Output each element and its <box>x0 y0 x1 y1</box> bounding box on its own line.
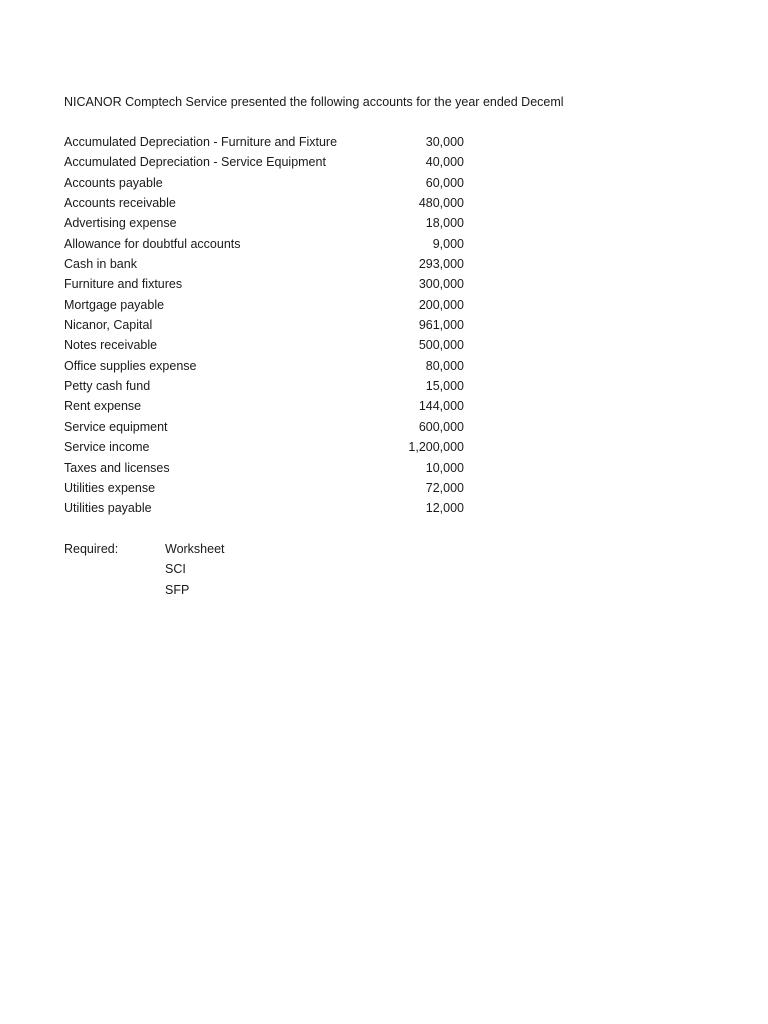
required-items <box>165 540 225 601</box>
account-row <box>64 479 484 499</box>
account-name: Notes receivable <box>64 338 158 353</box>
account-name: Taxes and licenses <box>64 460 170 475</box>
account-row <box>64 357 484 377</box>
account-row <box>64 235 484 255</box>
account-row <box>64 153 484 173</box>
required-label: Required: <box>64 542 119 556</box>
account-amount: 200,000 <box>418 297 464 312</box>
account-row <box>64 275 484 295</box>
account-name: Furniture and fixtures <box>64 277 183 292</box>
account-amount: 293,000 <box>418 257 464 272</box>
account-amount: 30,000 <box>425 135 464 149</box>
account-name: Mortgage payable <box>64 297 165 312</box>
account-row <box>64 499 484 519</box>
account-row <box>64 336 484 356</box>
account-amount: 480,000 <box>418 196 464 211</box>
account-amount: 10,000 <box>425 460 464 475</box>
required-item-sci: SCI <box>165 562 186 577</box>
account-row <box>64 296 484 316</box>
account-row <box>64 133 484 153</box>
account-amount: 72,000 <box>425 480 464 495</box>
account-row <box>64 459 484 479</box>
account-name: Accumulated Depreciation - Furniture and Fixture <box>64 135 338 149</box>
account-row <box>64 174 484 194</box>
account-row <box>64 194 484 214</box>
account-name: Accounts payable <box>64 175 163 190</box>
account-name: Rent expense <box>64 399 142 414</box>
account-row <box>64 438 484 458</box>
account-name: Petty cash fund <box>64 379 151 394</box>
document-heading: NICANOR Comptech Service presented the following accounts for the year ended Deceml <box>64 95 564 109</box>
account-name: Advertising expense <box>64 216 177 231</box>
account-amount: 144,000 <box>418 399 464 414</box>
account-name: Service equipment <box>64 419 168 434</box>
account-amount: 15,000 <box>425 379 464 394</box>
account-row <box>64 255 484 275</box>
account-row <box>64 397 484 417</box>
account-name: Accounts receivable <box>64 196 176 211</box>
accounts-list <box>64 133 484 520</box>
account-amount: 60,000 <box>425 175 464 190</box>
required-item-sfp: SFP <box>165 582 190 597</box>
account-name: Utilities expense <box>64 480 156 495</box>
account-name: Cash in bank <box>64 257 137 272</box>
account-name: Office supplies expense <box>64 358 197 373</box>
account-name: Utilities payable <box>64 501 152 516</box>
account-amount: 80,000 <box>425 358 464 373</box>
account-amount: 600,000 <box>418 419 464 434</box>
account-amount: 1,200,000 <box>408 440 464 455</box>
account-amount: 18,000 <box>425 216 464 231</box>
account-name: Nicanor, Capital <box>64 318 153 333</box>
account-row <box>64 377 484 397</box>
account-amount: 961,000 <box>418 318 464 333</box>
account-name: Allowance for doubtful accounts <box>64 236 241 251</box>
account-amount: 12,000 <box>425 501 464 516</box>
account-row <box>64 214 484 234</box>
account-amount: 9,000 <box>432 236 464 251</box>
account-amount: 300,000 <box>418 277 464 292</box>
account-row <box>64 418 484 438</box>
account-amount: 40,000 <box>425 155 464 170</box>
account-name: Accumulated Depreciation - Service Equipment <box>64 155 326 170</box>
account-name: Service income <box>64 440 150 455</box>
account-amount: 500,000 <box>418 338 464 353</box>
account-row <box>64 316 484 336</box>
required-item-worksheet: Worksheet <box>165 542 225 556</box>
